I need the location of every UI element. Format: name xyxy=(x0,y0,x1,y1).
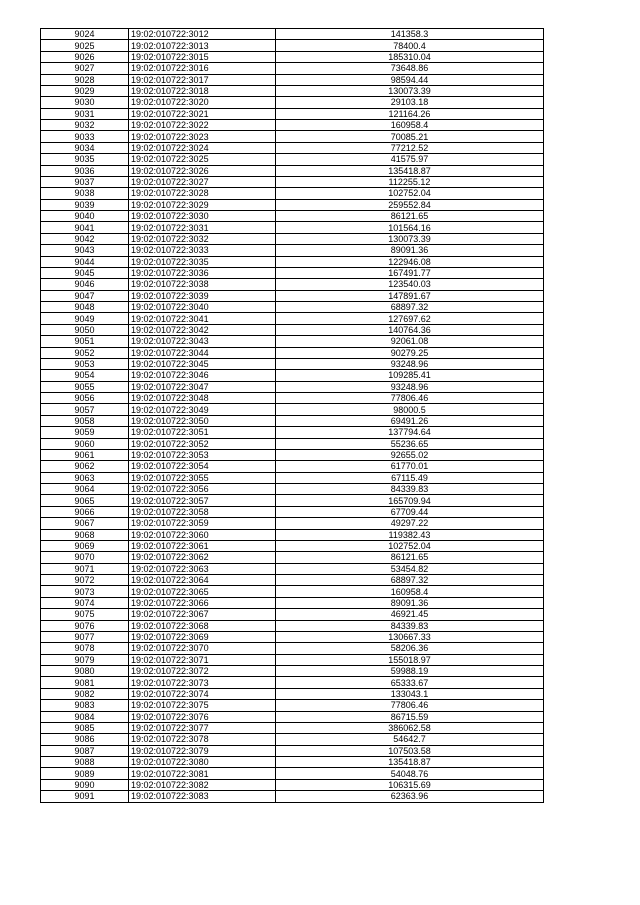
table-row xyxy=(41,336,544,347)
row-number-cell: 9049 xyxy=(41,313,129,324)
amount-cell: 165709.94 xyxy=(276,495,544,506)
row-number-cell: 9039 xyxy=(41,199,129,210)
row-number-cell: 9063 xyxy=(41,472,129,483)
table-row xyxy=(41,495,544,506)
amount-cell: 65333.67 xyxy=(276,677,544,688)
cadastral-number-cell: 19:02:010722:3047 xyxy=(129,381,276,392)
table-row xyxy=(41,302,544,313)
amount-cell: 68897.32 xyxy=(276,302,544,313)
table-row xyxy=(41,757,544,768)
row-number-cell: 9035 xyxy=(41,154,129,165)
row-number-cell: 9066 xyxy=(41,506,129,517)
table-row xyxy=(41,609,544,620)
table-row xyxy=(41,29,544,40)
table-row xyxy=(41,393,544,404)
row-number-cell: 9078 xyxy=(41,643,129,654)
cadastral-number-cell: 19:02:010722:3015 xyxy=(129,51,276,62)
amount-cell: 130073.39 xyxy=(276,233,544,244)
cadastral-number-cell: 19:02:010722:3050 xyxy=(129,415,276,426)
row-number-cell: 9068 xyxy=(41,529,129,540)
amount-cell: 101564.16 xyxy=(276,222,544,233)
table-row xyxy=(41,575,544,586)
amount-cell: 67709.44 xyxy=(276,506,544,517)
cadastral-number-cell: 19:02:010722:3066 xyxy=(129,597,276,608)
row-number-cell: 9025 xyxy=(41,40,129,51)
amount-cell: 106315.69 xyxy=(276,779,544,790)
amount-cell: 78400.4 xyxy=(276,40,544,51)
table-row xyxy=(41,654,544,665)
row-number-cell: 9076 xyxy=(41,620,129,631)
amount-cell: 70085.21 xyxy=(276,131,544,142)
row-number-cell: 9058 xyxy=(41,415,129,426)
table-row xyxy=(41,74,544,85)
amount-cell: 92655.02 xyxy=(276,449,544,460)
row-number-cell: 9085 xyxy=(41,722,129,733)
cadastral-number-cell: 19:02:010722:3057 xyxy=(129,495,276,506)
cadastral-number-cell: 19:02:010722:3048 xyxy=(129,393,276,404)
table-row xyxy=(41,677,544,688)
table-body xyxy=(41,29,544,803)
cadastral-number-cell: 19:02:010722:3067 xyxy=(129,609,276,620)
table-row xyxy=(41,586,544,597)
table-row xyxy=(41,358,544,369)
amount-cell: 86121.65 xyxy=(276,211,544,222)
row-number-cell: 9056 xyxy=(41,393,129,404)
row-number-cell: 9071 xyxy=(41,563,129,574)
cadastral-number-cell: 19:02:010722:3083 xyxy=(129,791,276,802)
table-row xyxy=(41,791,544,802)
cadastral-number-cell: 19:02:010722:3046 xyxy=(129,370,276,381)
cadastral-number-cell: 19:02:010722:3076 xyxy=(129,711,276,722)
table-row xyxy=(41,381,544,392)
cadastral-number-cell: 19:02:010722:3012 xyxy=(129,29,276,40)
cadastral-number-cell: 19:02:010722:3029 xyxy=(129,199,276,210)
row-number-cell: 9048 xyxy=(41,302,129,313)
amount-cell: 185310.04 xyxy=(276,51,544,62)
cadastral-number-cell: 19:02:010722:3043 xyxy=(129,336,276,347)
cadastral-number-cell: 19:02:010722:3041 xyxy=(129,313,276,324)
amount-cell: 141358.3 xyxy=(276,29,544,40)
row-number-cell: 9057 xyxy=(41,404,129,415)
row-number-cell: 9037 xyxy=(41,176,129,187)
row-number-cell: 9042 xyxy=(41,233,129,244)
table-row xyxy=(41,404,544,415)
table-row xyxy=(41,563,544,574)
cadastral-number-cell: 19:02:010722:3082 xyxy=(129,779,276,790)
cadastral-number-cell: 19:02:010722:3025 xyxy=(129,154,276,165)
table-row xyxy=(41,449,544,460)
amount-cell: 92061.08 xyxy=(276,336,544,347)
table-row xyxy=(41,165,544,176)
row-number-cell: 9040 xyxy=(41,211,129,222)
row-number-cell: 9086 xyxy=(41,734,129,745)
amount-cell: 160958.4 xyxy=(276,120,544,131)
row-number-cell: 9038 xyxy=(41,188,129,199)
table-row xyxy=(41,256,544,267)
amount-cell: 109285.41 xyxy=(276,370,544,381)
amount-cell: 55236.65 xyxy=(276,438,544,449)
row-number-cell: 9091 xyxy=(41,791,129,802)
cadastral-number-cell: 19:02:010722:3022 xyxy=(129,120,276,131)
amount-cell: 122946.08 xyxy=(276,256,544,267)
cadastral-number-cell: 19:02:010722:3061 xyxy=(129,540,276,551)
cadastral-number-cell: 19:02:010722:3026 xyxy=(129,165,276,176)
cadastral-number-cell: 19:02:010722:3056 xyxy=(129,484,276,495)
cadastral-number-cell: 19:02:010722:3042 xyxy=(129,324,276,335)
amount-cell: 84339.83 xyxy=(276,484,544,495)
table-row xyxy=(41,199,544,210)
amount-cell: 98000.5 xyxy=(276,404,544,415)
amount-cell: 59988.19 xyxy=(276,666,544,677)
row-number-cell: 9082 xyxy=(41,688,129,699)
row-number-cell: 9088 xyxy=(41,757,129,768)
amount-cell: 147891.67 xyxy=(276,290,544,301)
row-number-cell: 9054 xyxy=(41,370,129,381)
cadastral-number-cell: 19:02:010722:3023 xyxy=(129,131,276,142)
table-row xyxy=(41,63,544,74)
amount-cell: 155018.97 xyxy=(276,654,544,665)
amount-cell: 89091.36 xyxy=(276,597,544,608)
table-row xyxy=(41,506,544,517)
row-number-cell: 9083 xyxy=(41,700,129,711)
row-number-cell: 9026 xyxy=(41,51,129,62)
amount-cell: 46921.45 xyxy=(276,609,544,620)
amount-cell: 41575.97 xyxy=(276,154,544,165)
table-row xyxy=(41,245,544,256)
cadastral-number-cell: 19:02:010722:3059 xyxy=(129,518,276,529)
table-row xyxy=(41,643,544,654)
amount-cell: 49297.22 xyxy=(276,518,544,529)
amount-cell: 98594.44 xyxy=(276,74,544,85)
table-row xyxy=(41,267,544,278)
cadastral-number-cell: 19:02:010722:3018 xyxy=(129,85,276,96)
cadastral-number-cell: 19:02:010722:3033 xyxy=(129,245,276,256)
table-row xyxy=(41,120,544,131)
table-row xyxy=(41,415,544,426)
amount-cell: 86715.59 xyxy=(276,711,544,722)
amount-cell: 386062.58 xyxy=(276,722,544,733)
cadastral-number-cell: 19:02:010722:3039 xyxy=(129,290,276,301)
row-number-cell: 9067 xyxy=(41,518,129,529)
amount-cell: 133043.1 xyxy=(276,688,544,699)
table-row xyxy=(41,631,544,642)
cadastral-number-cell: 19:02:010722:3021 xyxy=(129,108,276,119)
cadastral-number-cell: 19:02:010722:3053 xyxy=(129,449,276,460)
table-row xyxy=(41,51,544,62)
amount-cell: 259552.84 xyxy=(276,199,544,210)
amount-cell: 68897.32 xyxy=(276,575,544,586)
row-number-cell: 9050 xyxy=(41,324,129,335)
table-row xyxy=(41,97,544,108)
row-number-cell: 9079 xyxy=(41,654,129,665)
row-number-cell: 9064 xyxy=(41,484,129,495)
cadastral-number-cell: 19:02:010722:3024 xyxy=(129,142,276,153)
table-row xyxy=(41,176,544,187)
amount-cell: 61770.01 xyxy=(276,461,544,472)
cadastral-number-cell: 19:02:010722:3068 xyxy=(129,620,276,631)
cadastral-number-cell: 19:02:010722:3058 xyxy=(129,506,276,517)
table-row xyxy=(41,597,544,608)
table-row xyxy=(41,290,544,301)
table-row xyxy=(41,154,544,165)
table-row xyxy=(41,438,544,449)
row-number-cell: 9053 xyxy=(41,358,129,369)
amount-cell: 77806.46 xyxy=(276,393,544,404)
amount-cell: 102752.04 xyxy=(276,540,544,551)
row-number-cell: 9055 xyxy=(41,381,129,392)
table-row xyxy=(41,85,544,96)
row-number-cell: 9089 xyxy=(41,768,129,779)
row-number-cell: 9044 xyxy=(41,256,129,267)
cadastral-number-cell: 19:02:010722:3020 xyxy=(129,97,276,108)
amount-cell: 107503.58 xyxy=(276,745,544,756)
cadastral-number-cell: 19:02:010722:3071 xyxy=(129,654,276,665)
amount-cell: 86121.65 xyxy=(276,552,544,563)
amount-cell: 84339.83 xyxy=(276,620,544,631)
amount-cell: 137794.64 xyxy=(276,427,544,438)
table-row xyxy=(41,347,544,358)
row-number-cell: 9070 xyxy=(41,552,129,563)
row-number-cell: 9059 xyxy=(41,427,129,438)
table-row xyxy=(41,108,544,119)
amount-cell: 102752.04 xyxy=(276,188,544,199)
amount-cell: 77212.52 xyxy=(276,142,544,153)
row-number-cell: 9052 xyxy=(41,347,129,358)
table-row xyxy=(41,313,544,324)
amount-cell: 89091.36 xyxy=(276,245,544,256)
row-number-cell: 9074 xyxy=(41,597,129,608)
amount-cell: 73648.86 xyxy=(276,63,544,74)
amount-cell: 121164.26 xyxy=(276,108,544,119)
cadastral-number-cell: 19:02:010722:3013 xyxy=(129,40,276,51)
table-row xyxy=(41,666,544,677)
table-row xyxy=(41,688,544,699)
amount-cell: 29103.18 xyxy=(276,97,544,108)
amount-cell: 67115.49 xyxy=(276,472,544,483)
cadastral-number-cell: 19:02:010722:3070 xyxy=(129,643,276,654)
cadastral-number-cell: 19:02:010722:3017 xyxy=(129,74,276,85)
cadastral-number-cell: 19:02:010722:3060 xyxy=(129,529,276,540)
row-number-cell: 9029 xyxy=(41,85,129,96)
table-row xyxy=(41,700,544,711)
table-row xyxy=(41,131,544,142)
amount-cell: 93248.96 xyxy=(276,381,544,392)
amount-cell: 135418.87 xyxy=(276,165,544,176)
table-row xyxy=(41,222,544,233)
row-number-cell: 9081 xyxy=(41,677,129,688)
row-number-cell: 9024 xyxy=(41,29,129,40)
table-row xyxy=(41,620,544,631)
row-number-cell: 9062 xyxy=(41,461,129,472)
cadastral-number-cell: 19:02:010722:3080 xyxy=(129,757,276,768)
cadastral-number-cell: 19:02:010722:3031 xyxy=(129,222,276,233)
table-row xyxy=(41,484,544,495)
row-number-cell: 9033 xyxy=(41,131,129,142)
row-number-cell: 9090 xyxy=(41,779,129,790)
cadastral-number-cell: 19:02:010722:3063 xyxy=(129,563,276,574)
cadastral-number-cell: 19:02:010722:3081 xyxy=(129,768,276,779)
row-number-cell: 9045 xyxy=(41,267,129,278)
amount-cell: 62363.96 xyxy=(276,791,544,802)
table-row xyxy=(41,745,544,756)
table-row xyxy=(41,722,544,733)
table-row xyxy=(41,461,544,472)
table-row xyxy=(41,188,544,199)
table-row xyxy=(41,734,544,745)
cadastral-number-cell: 19:02:010722:3079 xyxy=(129,745,276,756)
row-number-cell: 9075 xyxy=(41,609,129,620)
amount-cell: 53454.82 xyxy=(276,563,544,574)
amount-cell: 135418.87 xyxy=(276,757,544,768)
row-number-cell: 9080 xyxy=(41,666,129,677)
amount-cell: 58206.36 xyxy=(276,643,544,654)
amount-cell: 119382.43 xyxy=(276,529,544,540)
amount-cell: 77806.46 xyxy=(276,700,544,711)
table-row xyxy=(41,529,544,540)
table-row xyxy=(41,142,544,153)
table-row xyxy=(41,211,544,222)
row-number-cell: 9032 xyxy=(41,120,129,131)
cadastral-number-cell: 19:02:010722:3030 xyxy=(129,211,276,222)
cadastral-number-cell: 19:02:010722:3016 xyxy=(129,63,276,74)
row-number-cell: 9087 xyxy=(41,745,129,756)
amount-cell: 69491.26 xyxy=(276,415,544,426)
cadastral-number-cell: 19:02:010722:3040 xyxy=(129,302,276,313)
cadastral-number-cell: 19:02:010722:3049 xyxy=(129,404,276,415)
cadastral-number-cell: 19:02:010722:3072 xyxy=(129,666,276,677)
amount-cell: 93248.96 xyxy=(276,358,544,369)
table-row xyxy=(41,711,544,722)
table-row xyxy=(41,40,544,51)
row-number-cell: 9031 xyxy=(41,108,129,119)
row-number-cell: 9084 xyxy=(41,711,129,722)
row-number-cell: 9072 xyxy=(41,575,129,586)
table-row xyxy=(41,518,544,529)
table-row xyxy=(41,779,544,790)
cadastral-number-cell: 19:02:010722:3051 xyxy=(129,427,276,438)
row-number-cell: 9034 xyxy=(41,142,129,153)
cadastral-number-cell: 19:02:010722:3062 xyxy=(129,552,276,563)
row-number-cell: 9060 xyxy=(41,438,129,449)
row-number-cell: 9051 xyxy=(41,336,129,347)
row-number-cell: 9073 xyxy=(41,586,129,597)
cadastral-number-cell: 19:02:010722:3073 xyxy=(129,677,276,688)
table-row xyxy=(41,540,544,551)
cadastral-number-cell: 19:02:010722:3044 xyxy=(129,347,276,358)
amount-cell: 54048.76 xyxy=(276,768,544,779)
table-row xyxy=(41,279,544,290)
row-number-cell: 9061 xyxy=(41,449,129,460)
amount-cell: 140764.36 xyxy=(276,324,544,335)
table-row xyxy=(41,472,544,483)
data-table xyxy=(40,28,544,803)
cadastral-number-cell: 19:02:010722:3028 xyxy=(129,188,276,199)
amount-cell: 160958.4 xyxy=(276,586,544,597)
cadastral-number-cell: 19:02:010722:3075 xyxy=(129,700,276,711)
cadastral-number-cell: 19:02:010722:3054 xyxy=(129,461,276,472)
cadastral-number-cell: 19:02:010722:3032 xyxy=(129,233,276,244)
amount-cell: 167491.77 xyxy=(276,267,544,278)
cadastral-number-cell: 19:02:010722:3078 xyxy=(129,734,276,745)
table-row xyxy=(41,370,544,381)
row-number-cell: 9027 xyxy=(41,63,129,74)
cadastral-number-cell: 19:02:010722:3036 xyxy=(129,267,276,278)
cadastral-number-cell: 19:02:010722:3035 xyxy=(129,256,276,267)
cadastral-number-cell: 19:02:010722:3077 xyxy=(129,722,276,733)
row-number-cell: 9069 xyxy=(41,540,129,551)
cadastral-number-cell: 19:02:010722:3074 xyxy=(129,688,276,699)
row-number-cell: 9041 xyxy=(41,222,129,233)
cadastral-number-cell: 19:02:010722:3055 xyxy=(129,472,276,483)
row-number-cell: 9046 xyxy=(41,279,129,290)
table-row xyxy=(41,427,544,438)
amount-cell: 112255.12 xyxy=(276,176,544,187)
table-row xyxy=(41,552,544,563)
cadastral-number-cell: 19:02:010722:3038 xyxy=(129,279,276,290)
cadastral-number-cell: 19:02:010722:3045 xyxy=(129,358,276,369)
amount-cell: 127697.62 xyxy=(276,313,544,324)
table-row xyxy=(41,233,544,244)
cadastral-number-cell: 19:02:010722:3065 xyxy=(129,586,276,597)
row-number-cell: 9065 xyxy=(41,495,129,506)
amount-cell: 130073.39 xyxy=(276,85,544,96)
row-number-cell: 9036 xyxy=(41,165,129,176)
row-number-cell: 9077 xyxy=(41,631,129,642)
amount-cell: 54642.7 xyxy=(276,734,544,745)
amount-cell: 123540.03 xyxy=(276,279,544,290)
row-number-cell: 9043 xyxy=(41,245,129,256)
table-row xyxy=(41,768,544,779)
table-row xyxy=(41,324,544,335)
cadastral-number-cell: 19:02:010722:3052 xyxy=(129,438,276,449)
cadastral-number-cell: 19:02:010722:3027 xyxy=(129,176,276,187)
row-number-cell: 9030 xyxy=(41,97,129,108)
cadastral-number-cell: 19:02:010722:3064 xyxy=(129,575,276,586)
cadastral-number-cell: 19:02:010722:3069 xyxy=(129,631,276,642)
amount-cell: 90279.25 xyxy=(276,347,544,358)
row-number-cell: 9047 xyxy=(41,290,129,301)
row-number-cell: 9028 xyxy=(41,74,129,85)
amount-cell: 130667.33 xyxy=(276,631,544,642)
